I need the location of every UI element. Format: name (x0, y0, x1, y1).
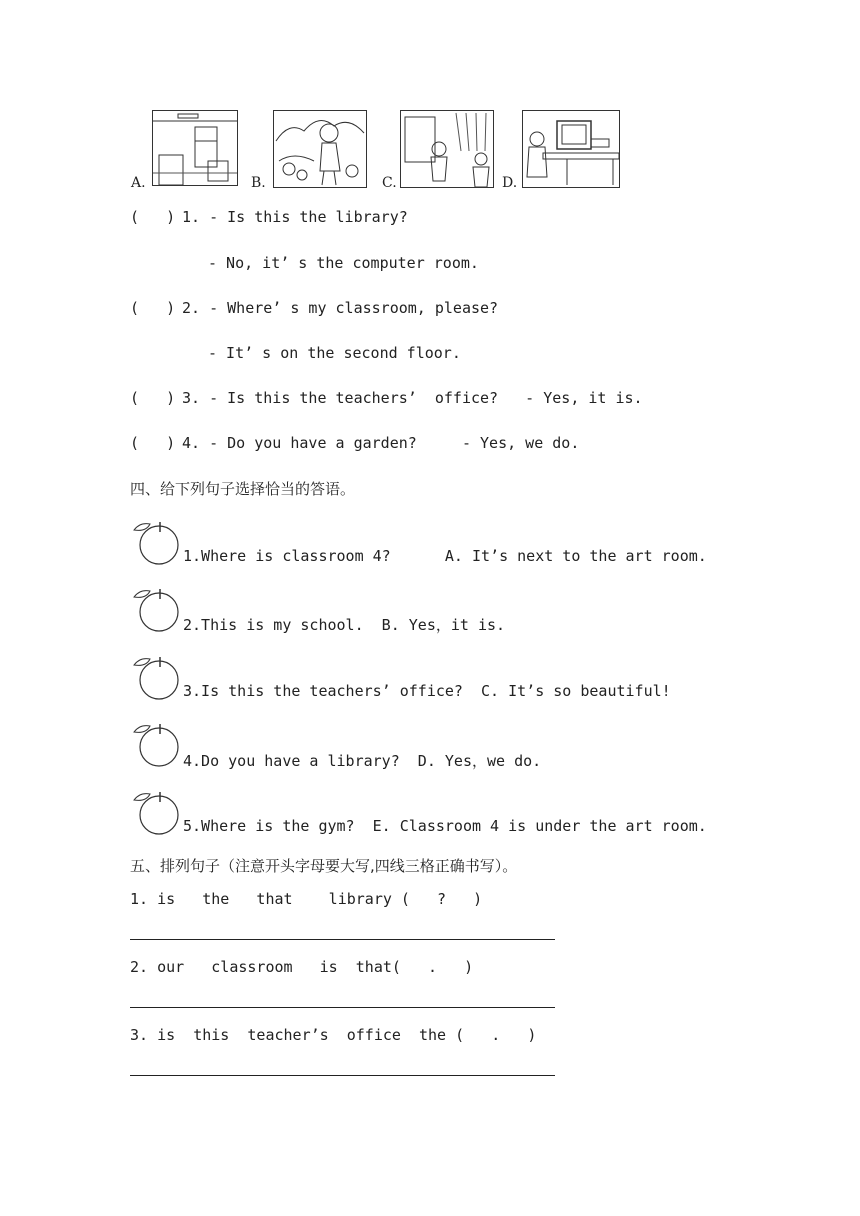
question-text: 1. - Is this the library? (182, 208, 408, 226)
answer-text: - It’ s on the second floor. (208, 344, 461, 362)
question-text: 4. - Do you have a garden? - Yes, we do. (182, 434, 580, 452)
picture-label-c: C. (382, 175, 397, 191)
apple-icon (130, 722, 184, 768)
section-title: 四、给下列句子选择恰当的答语。 (130, 480, 356, 498)
answer-bracket[interactable]: ( ) (130, 389, 176, 407)
reorder-words: 3. is this teacher’s office the ( . ) (130, 1026, 537, 1044)
picture-a (152, 110, 238, 186)
answer-text: - No, it’ s the computer room. (208, 254, 479, 272)
picture-c (400, 110, 494, 188)
answer-line[interactable] (130, 939, 555, 940)
picture-d (522, 110, 620, 188)
answer-line[interactable] (130, 1075, 555, 1076)
match-sentence: 3.Is this the teachers’ office? C. It’s so beautiful! (183, 682, 671, 700)
classroom-drawing-icon (401, 111, 493, 187)
match-sentence: 1.Where is classroom 4? A. It’s next to the art room. (183, 547, 707, 565)
apple-icon (130, 790, 184, 836)
computer-room-drawing-icon (523, 111, 619, 187)
match-sentence: 2.This is my school. B. Yes，it is. (183, 616, 506, 634)
garden-drawing-icon (274, 111, 366, 187)
apple-icon (130, 520, 184, 566)
reorder-words: 2. our classroom is that( . ) (130, 958, 474, 976)
reorder-words: 1. is the that library ( ? ) (130, 890, 483, 908)
match-sentence: 5.Where is the gym? E. Classroom 4 is under the art room. (183, 817, 707, 835)
answer-bracket[interactable]: ( ) (130, 434, 176, 452)
kitchen-room-drawing-icon (153, 111, 237, 185)
answer-bracket[interactable]: ( ) (130, 208, 176, 226)
question-text: 3. - Is this the teachers’ office? - Yes, it is. (182, 389, 643, 407)
question-text: 2. - Where’ s my classroom, please? (182, 299, 499, 317)
match-sentence: 4.Do you have a library? D. Yes，we do. (183, 752, 542, 770)
section-title: 五、排列句子（注意开头字母要大写,四线三格正确书写）。 (130, 857, 518, 875)
picture-b (273, 110, 367, 188)
answer-bracket[interactable]: ( ) (130, 299, 176, 317)
answer-line[interactable] (130, 1007, 555, 1008)
picture-label-d: D. (502, 175, 518, 191)
picture-label-a: A. (131, 175, 146, 191)
picture-label-b: B. (251, 175, 266, 191)
apple-icon (130, 655, 184, 701)
apple-icon (130, 587, 184, 633)
